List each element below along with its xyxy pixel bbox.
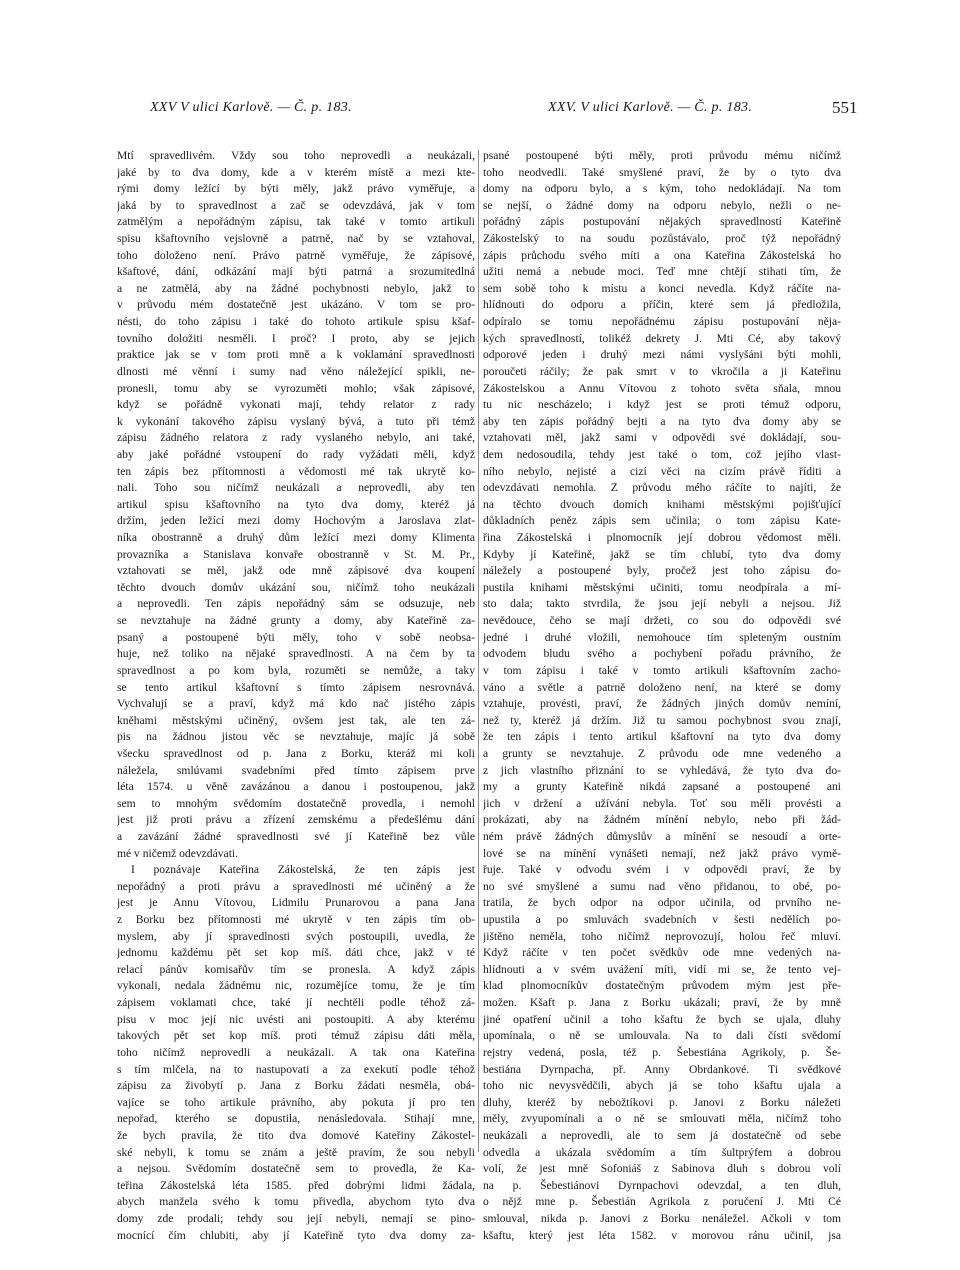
page-number: 551 xyxy=(832,98,858,117)
text-line: jedné i druhé vložili, nemohouce tím spleteným oustním xyxy=(483,630,841,644)
text-line: sem sobě toho k místu a konci nevedla. Když ráčíte na- xyxy=(483,281,841,295)
text-line: kšaftové, dání, odkázání mají býti patrná a srozumitedlná xyxy=(117,265,475,279)
text-line: jich v držení a užívání nebyla. Toť sou měli provésti a xyxy=(483,796,841,810)
text-line: domy na odporu bylo, a s kým, toho nedokládají. Na tom xyxy=(483,182,841,196)
text-line: odvodem bludu svého a pochybení pořadu právního, že xyxy=(483,647,841,661)
text-line: psaný a postoupené býti měly, toho v sobě neobsa- xyxy=(117,630,475,644)
text-line: řina Zákostelská i plnomocník její dobrou vědomost měli. xyxy=(483,531,841,545)
text-line: vajíce se toho artikule právního, aby pokuta jí pro ten xyxy=(117,1095,475,1109)
text-line: odevzdávati nemohla. Z průvodu mého ráčíte to najíti, že xyxy=(483,481,841,495)
text-line: a neprovedli. Ten zápis nepořádný sám se odsuzuje, neb xyxy=(117,597,475,611)
text-line: sto dala; takto stvrdila, že jsou její nebyli a nejsou. Již xyxy=(483,597,841,611)
text-line: náležela, smlúvami svadebními před tímto zápisem prve xyxy=(117,763,475,777)
text-line: a grunty se nevztahuje. Z průvodu ode mne vedeného a xyxy=(483,746,841,760)
text-line: mocnící čím chlubiti, aby jí Kateřině tyto dva domy za- xyxy=(117,1228,475,1242)
text-line: váno a světle a patrně doloženo není, na které se domy xyxy=(483,680,841,694)
text-line: rejstry vedená, posla, též p. Šebestiána Agrikoly, p. Še- xyxy=(483,1045,841,1059)
text-line: na p. Šebestiánovi Dyrnpachovi odevzdal, a ten dluh, xyxy=(483,1178,841,1192)
text-line: užiti nemá a nebude moci. Teď mne chtějí stihati tím, že xyxy=(483,265,841,279)
text-line: zápisu za živobytí p. Jana z Borku žádati nesměla, obá- xyxy=(117,1079,475,1093)
text-line: volí, že jest mně Sofoniáš z Sabinova dluh s dobrou volí xyxy=(483,1162,841,1176)
text-line: myslem, aby jí spravedlnosti svých postoupili, uvedla, že xyxy=(117,929,475,943)
text-line: odpíralo se tomu nepořádnému zápisu postupování něja- xyxy=(483,315,841,329)
text-line: z Borku bez přítomnosti mé ukrytě v ten zápis tím ob- xyxy=(117,913,475,927)
text-line: upustila a po smluvách svadebních v šesti nedělích po- xyxy=(483,913,841,927)
text-line: no své smyšlené a sumu nad věno přidanou, to obé, po- xyxy=(483,879,841,893)
text-line: domy zde prodali; tehdy sou její nebyli, nemají se pino- xyxy=(117,1212,475,1225)
text-line: my a grunty Kateřině nikdá zapsané a postoupené ani xyxy=(483,780,841,794)
text-line: dlnosti mé věnní i sumy nad věno náležející spikli, ne- xyxy=(117,364,475,378)
text-line: hlídnouti a v svém uvážení míti, vidí mi se, že tento vej- xyxy=(483,962,841,976)
text-line: praktice jak se v tom proti mně a k voklamání spravedlnosti xyxy=(117,348,475,362)
text-line: smlouval, nikda p. Janovi z Borku nenáležel. Ačkoli v tom xyxy=(483,1212,841,1225)
text-line: abych manžela svého k tomu přivedla, abychom tyto dva xyxy=(117,1195,475,1209)
column-divider xyxy=(478,150,479,1152)
text-line: se nejší, o žádné domy na odporu nebylo, nežli o ne- xyxy=(483,198,841,212)
text-line: toho ničímž neprovedli a neukázali. A tak ona Kateřina xyxy=(117,1045,475,1059)
text-line: aby jaké pořádné vstoupení do rady vyžádati měli, když xyxy=(117,447,475,461)
text-line: jaké by to dva domy, kde a v kterém místě a mezi kte- xyxy=(117,165,475,179)
text-line: klad plnomocníkův dostatečným průvodem mým jest pře- xyxy=(483,979,841,993)
text-line: že ten zápis i tento artikul kšaftovní na tyto dva domy xyxy=(483,730,841,744)
text-line: Zákostelskou a Annu Vítovou z tohoto světa sňala, mnou xyxy=(483,381,841,395)
text-line: pořádný zápis postupování nějakých spravedlností Kateřině xyxy=(483,215,841,229)
text-line: vztahovati měl, jakž sami v odpovědi své dokládají, sou- xyxy=(483,431,841,445)
text-line: bestiána Dyrnpacha, př. Anny Obrdankové. Ti svědkové xyxy=(483,1062,841,1076)
text-line: a zavázání žádné spravedlnosti své jí Kateřině bez vůle xyxy=(117,829,475,843)
text-line: prokázati, aby na žádném mínění nebylo, nebo při žád- xyxy=(483,813,841,827)
text-line: relací pánův komisařův tím se pronesla. A když zápis xyxy=(117,962,475,976)
text-line: se nevztahuje na žádné grunty a domy, aby Kateřině za- xyxy=(117,614,475,628)
text-line: ném právě žádných důmyslův a mínění se nesoudí a orte- xyxy=(483,829,841,843)
text-line: psané postoupené býti měly, proti průvodu mému ničímž xyxy=(483,149,841,162)
text-line: kněhami městskými učiněný, ovšem jest tak, ale ten zá- xyxy=(117,713,475,727)
text-line: náležely a postoupené byly, pročež jest toho zápisu do- xyxy=(483,564,841,578)
text-line: kšaftu, který jest léta 1582. v morovou ránu učinil, jsa xyxy=(483,1228,841,1242)
text-line: odvedla a ukázala svědomím a tím šultprýfem a dobrou xyxy=(483,1145,841,1159)
text-line: Vychvalují se a praví, když má kdo nač jistého zápis xyxy=(117,697,475,711)
text-line: jest je Annu Vítovou, Lidmilu Prunarovou a pana Jana xyxy=(117,896,475,910)
text-line: tratila, že bych odpor na odpor učinila, od prvního ne- xyxy=(483,896,841,910)
text-line: Když ráčíte v ten počet svědkův ode mne vedených na- xyxy=(483,946,841,960)
text-line: vztahovati se měl, jakž ode mně zápisové dva koupení xyxy=(117,564,475,578)
running-head-left: XXV V ulici Karlově. — Č. p. 183. xyxy=(150,100,352,115)
text-line: než ty, kteréž já držím. Již tu samou pochybnost svou znají, xyxy=(483,713,841,727)
text-line: nepořádný a proti právu a spravedlnosti mé učiněný a že xyxy=(117,879,475,893)
text-line: v tom zápisu i také v tomto artikuli kšaftovním zacho- xyxy=(483,663,841,677)
text-line: tovního doložiti nesměli. I proč? I proto, aby se jejich xyxy=(117,331,475,345)
text-line: jednomu každému pět set kop míš. dáti chce, jakž v té xyxy=(117,946,475,960)
text-line: toho doloženo není. Právo patrně vyměřuje, že zápisové, xyxy=(117,248,475,262)
text-line: teřina Zákostelská léta 1585. před dobrými lidmi žádala, xyxy=(117,1178,475,1192)
text-line: jaká by to spravedlnost a zač se odevzdává, jak v tom xyxy=(117,198,475,212)
text-line: I poznávaje Kateřina Zákostelská, že ten zápis jest xyxy=(131,863,475,877)
text-line: huje, než toliko na nějaké spravedlnosti. A na čem by ta xyxy=(117,647,475,661)
text-line: nepořad, kterého se dopustila, nenásledovala. Stihají mne, xyxy=(117,1112,475,1126)
text-line: léta 1574. u věně zavázánou a danou i postoupenou, jakž xyxy=(117,780,475,794)
text-line: na těchto dvouch domích knihami městskými pojišťující xyxy=(483,497,841,511)
text-line: toho neodvedli. Také smyšlené praví, že by o tyto dva xyxy=(483,165,841,179)
text-line: poroučeti ráčily; že pak smrt v to vkročila a ji Kateřinu xyxy=(483,364,841,378)
text-line: v průvodu mém dostatečně jest ukázáno. V tom se pro- xyxy=(117,298,475,312)
text-line: když se pořádně vykonati mají, tehdy relator z rady xyxy=(117,398,475,412)
text-line: nali. Toho sou ničímž neukázali a neprovedli, aby ten xyxy=(117,481,475,495)
text-line: aby ten zápis pořádný bejti a na tyto dva domy aby se xyxy=(483,414,841,428)
text-line: takových pět set kop míš. proti témuž zápisu dáti měla, xyxy=(117,1029,475,1043)
text-line: ten zápis bez přítomnosti a vědomosti mé tak ukrytě ko- xyxy=(117,464,475,478)
text-line: a nejsou. Svědomím dostatečně sem to provedla, že Ka- xyxy=(117,1162,475,1176)
text-line: toho nic nevysvědčili, abych já se toho kšaftu ujala a xyxy=(483,1079,841,1093)
text-line: Mtí spravedlivém. Vždy sou toho neprovedli a neukázali, xyxy=(117,149,475,162)
text-line: dem nedosoudila, tehdy jest také o tom, což jejího vlast- xyxy=(483,447,841,461)
text-line: jest již proti právu a zřízení zemskému a předešlému dání xyxy=(117,813,475,827)
text-line: hlídnouti do odporu a příčin, které sem já předložila, xyxy=(483,298,841,312)
text-line: všecku spravedlnost od p. Jana z Borku, kteráž mi koli xyxy=(117,746,475,760)
text-line: s tím mlčela, na to nastupovati a za exekutí podle téhož xyxy=(117,1062,475,1076)
text-line: jiné opatření učinil a toho kšaftu že bych se ujala, dluhy xyxy=(483,1012,841,1026)
text-line: možen. Kšaft p. Jana z Borku ukázali; praví, že by mně xyxy=(483,996,841,1010)
text-line: dluhy, kteréž by nebožtíkovi p. Janovi z Borku náležeti xyxy=(483,1095,841,1109)
text-line: mé v ničemž odevzdávati. xyxy=(117,846,239,860)
text-line: lové se na mínění vynášeti nemají, než jakž právo vymě- xyxy=(483,846,841,860)
text-line: a ne zatmělá, aby na žádné pochybnosti nebylo, jakž to xyxy=(117,281,475,295)
text-line: z jich vlastního přiznání to se vyhledává, že tyto dva do- xyxy=(483,763,841,777)
text-line: vztahuje, provésti, praví, že žádných jiných domův nemíní, xyxy=(483,697,841,711)
running-head-right: XXV. V ulici Karlově. — Č. p. 183. xyxy=(548,100,753,115)
text-line: nevědouce, čeho se mají držeti, co sou do odpovědi své xyxy=(483,614,841,628)
text-line: artikul spisu kšaftovního na tyto dva domy, kteréž já xyxy=(117,497,475,511)
text-line: že bych pravila, že tito dva domové Kateřiny Zákostel- xyxy=(117,1128,475,1142)
text-line: zápisem voklamati chce, také jí nechtěli podle téhož zá- xyxy=(117,996,475,1010)
text-line: rými domy ležící by býti měly, jakž právo vyměřuje, a xyxy=(117,182,475,196)
text-line: níka obostranně a druhý dům ležící mezi domy Klimenta xyxy=(117,531,475,545)
text-line: se tento artikul kšaftovní s tímto zápisem nesrovnává. xyxy=(117,680,475,694)
text-line: Kdyby jí Kateřině, jakž se tím chlubí, tyto dva domy xyxy=(483,547,841,561)
text-line: řuje. Také v odvodu svém i v odpovědi praví, že by xyxy=(483,863,841,877)
text-line: pronesli, tomu aby se vyrozuměti mohlo; však zápisové, xyxy=(117,381,475,395)
text-line: vykonali, nedala žádnému nic, rozumějíce tomu, že je tím xyxy=(117,979,475,993)
text-line: pisu v moc její nic uvésti ani postoupiti. A aby kterému xyxy=(117,1012,475,1026)
text-line: zatmělým a nepořádným zápisu, tak také v tomto artikuli xyxy=(117,215,475,229)
text-line: neukázali a neprovedli, ale to sem já dostatečně od sebe xyxy=(483,1128,841,1142)
text-line: o nějž mne p. Šebestián Agrikola z poručení J. Mti Cé xyxy=(483,1195,841,1209)
text-line: ské nebyli, k tomu se znám a ještě pravím, že sou nebyli xyxy=(117,1145,475,1159)
text-line: měly, zvyupomínali a o ně se smlouvati měla, ničímž toho xyxy=(483,1112,841,1126)
text-line: držím, jeden ležící mezi domy Hochovým a Jaroslava zlat- xyxy=(117,514,475,528)
text-line: spisu kšaftovního vejslovně a patrně, nač by se vztahoval, xyxy=(117,232,475,246)
text-line: kých spravedlností, tolikéž dekrety J. Mti Cé, aby takový xyxy=(483,331,841,345)
text-line: důkladních peněz zápis sem učinila; o tom zápisu Kate- xyxy=(483,514,841,528)
right-text-column xyxy=(483,148,841,1244)
text-line: sem to mnohým svědomím dostatečně provedla, i nemohl xyxy=(117,796,475,810)
text-line: nésti, do toho zápisu i také do tohoto artikule spisu kšaf- xyxy=(117,315,475,329)
text-line: zápisu žádného relatora z rady vyslaného nebylo, ani také, xyxy=(117,431,475,445)
text-line: těchto dvouch domův ukázání sou, ničímž toho neukázali xyxy=(117,580,475,594)
text-line: zápis průchodu svého míti a ona Kateřina Zákostelská ho xyxy=(483,248,841,262)
text-line: ního nebylo, nejisté a cizí věci na cizím právě říditi a xyxy=(483,464,841,478)
text-line: spravedlnost a po kom byla, rozuměti se nemůže, a taky xyxy=(117,663,475,677)
text-line: pis na žádnou jistou věc se nevztahuje, majíc já sobě xyxy=(117,730,475,744)
text-line: odporové jeden i druhý mezi námi vyslyšáni býti mohli, xyxy=(483,348,841,362)
text-line: provazníka a Stanislava konvaře obostranně v St. M. Pr., xyxy=(117,547,475,561)
text-line: jištěno neměla, toho ničímž neprovozují, holou řeč mluví. xyxy=(483,929,841,943)
text-line: upomínala, o ně se umlouvala. Na to dali čísti svědomí xyxy=(483,1029,841,1043)
text-line: tu nic nescházelo; i když jest se proti témuž odporu, xyxy=(483,398,841,412)
left-text-column xyxy=(117,148,475,1244)
text-line: pustila knihami městskými učiniti, tomu neodpírala a mí- xyxy=(483,580,841,594)
text-line: Zákostelský to na soudu pozůstávalo, proč týž nepořádný xyxy=(483,232,841,246)
text-line: k vykonání takového zápisu vyslaný bývá, a tuto při témž xyxy=(117,414,475,428)
